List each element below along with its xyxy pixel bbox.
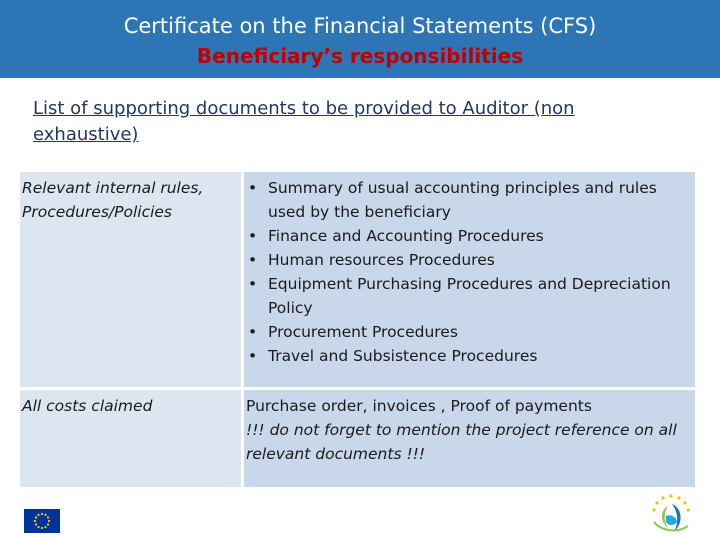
title-banner: [0, 0, 720, 78]
list-item: • Summary of usual accounting principles and rules used by the beneficiary: [246, 176, 693, 224]
slide-title: Certificate on the Financial Statements (CFS): [123, 14, 597, 38]
section-heading: List of supporting documents to be provided to Auditor (non exhaustive): [33, 98, 575, 145]
row-label: Relevant internal rules, Procedures/Policies: [20, 172, 243, 389]
list-item: • Equipment Purchasing Procedures and Depreciation Policy: [246, 272, 693, 320]
list-item: • Procurement Procedures: [246, 320, 693, 344]
table-row: [20, 172, 695, 389]
row-content: [243, 389, 696, 488]
slide-subtitle: Beneficiary’s responsibilities: [196, 44, 524, 68]
row-label: All costs claimed: [20, 389, 243, 488]
list-item: • Human resources Procedures: [246, 248, 693, 272]
eu-flag-icon: [24, 509, 60, 533]
list-item: • Travel and Subsistence Procedures: [246, 344, 693, 368]
list-item: • Finance and Accounting Procedures: [246, 224, 693, 248]
row-text: Purchase order, invoices , Proof of payments: [246, 397, 592, 415]
documents-table: [20, 172, 695, 487]
programme-logo-icon: [646, 492, 696, 538]
documents-list: [246, 176, 693, 368]
row-note: !!! do not forget to mention the project reference on all relevant documents !!!: [246, 421, 677, 463]
row-content: [243, 172, 696, 389]
table-row: [20, 389, 695, 488]
